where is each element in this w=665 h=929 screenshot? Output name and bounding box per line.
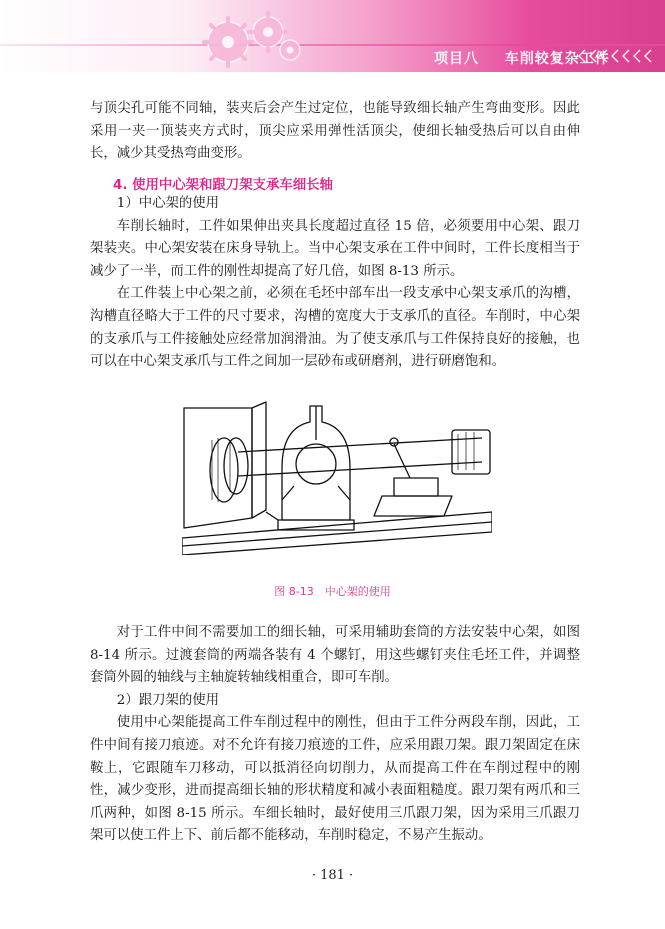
project-label: 项目八: [434, 51, 479, 67]
intro-paragraph: 与顶尖孔可能不同轴，装夹后会产生过定位，也能导致细长轴产生弯曲变形。因此采用一夹一顶装夹方式时，顶尖应采用弹性活顶尖，使细长轴受热后可以自由伸长，减少其受热弯曲变形。: [90, 101, 580, 162]
sub1-paragraph-b: 在工件装上中心架之前，必须在毛坯中部车出一段支承中心架支承爪的沟槽，沟槽直径略大于工件的尺寸要求，沟槽的宽度大于支承爪的直径。车削时，中心架的支承爪与工件接触处应经常加润滑油。为了使支承爪与工件保持良好的接触，也可以在中心架支承爪与工件之间加一层砂布或研磨剂，进行研磨饱和。: [90, 286, 580, 370]
sub2-paragraph: 使用中心架能提高工件车削过程中的刚性，但由于工件分两段车削，因此，工件中间有接刀痕迹。对不允许有接刀痕迹的工件，应采用跟刀架。跟刀架固定在床鞍上，它跟随车刀移动，可以抵消径向切削力，从而提高工件在车削过程中的刚性，减少变形，进而提高细长轴的形状精度和减小表面粗糙度。跟刀架有两爪和三爪两种，如图 8-15 所示。车细长轴时，最好使用三爪跟刀架，因为采用三爪跟刀架可以使工件上下、前后都不能移动，车削时稳定，不易产生振动。: [90, 715, 580, 844]
page-header: [0, 0, 665, 72]
chevrons-icon: [577, 48, 657, 64]
header-rule: [0, 44, 665, 46]
sub1-paragraph-c: 对于工件中间不需要加工的细长轴，可采用辅助套筒的方法安装中心架，如图 8-14 所示。过渡套筒的两端各装有 4 个螺钉，用这些螺钉夹住毛坯工件，并调整套筒外圆的轴线与主轴旋转轴线相重合，即可车削。: [90, 625, 580, 686]
sub1-heading: 1）中心架的使用: [116, 196, 220, 211]
section-body-bottom: [90, 622, 580, 848]
section-body-top: [90, 193, 580, 374]
sub2-heading: 2）跟刀架的使用: [116, 692, 220, 708]
gears-decoration-icon: [190, 4, 310, 70]
chapter-title: 车削较复杂工件: [504, 51, 610, 67]
figure-caption: 图 8-13 中心架的使用: [274, 585, 391, 598]
sub1-paragraph-a: 车削长轴时，工件如果伸出夹具长度超过直径 15 倍，必须要用中心架、跟刀架装夹。中心架安装在床身导轨上。当中心架支承在工件中间时，工件长度相当于减少了一半，而工件的刚性却提高了好几倍，如图 8-13 所示。: [90, 218, 580, 279]
steady-rest-illustration: [182, 400, 492, 555]
page-number: · 181 ·: [311, 868, 354, 883]
section-heading: 4. 使用中心架和跟刀架支承车细长轴: [113, 178, 333, 193]
intro-paragraph-block: [90, 98, 580, 166]
